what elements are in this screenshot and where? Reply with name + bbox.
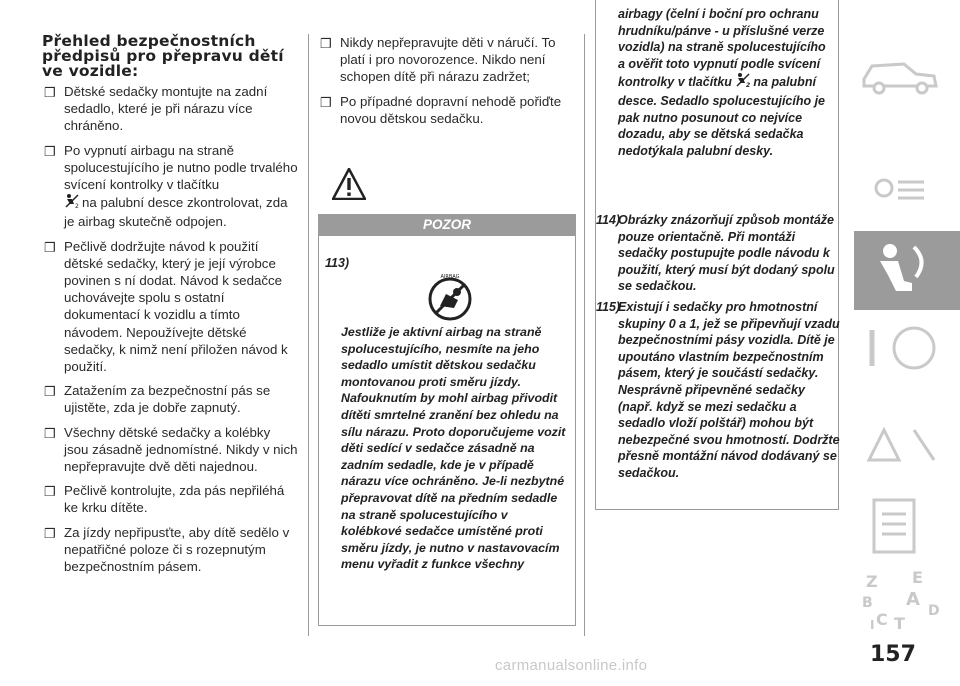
svg-text:A: A — [906, 589, 920, 610]
bullet-item: ❒ Pečlivě dodržujte návod k použití dětské sedačky, který je její výrobce povinen s ní dodat. Návod k sedačce uchovávejte spolu s ostatní dokumentací k vozidlu a tímto návodem. Nepoužívejte dětské sedačky, k nimž není přiložen návod k použití. — [44, 238, 288, 375]
checkbox-bullet-icon: ❒ — [44, 239, 56, 255]
column-1 — [42, 34, 298, 582]
bullet-item: ❒ Všechny dětské sedačky a kolébky jsou zásadně jednomístné. Nikdy v nich nepřepravujte dvě děti najednou. — [44, 424, 298, 475]
column-divider — [308, 34, 309, 636]
warning-header: POZOR — [318, 214, 576, 236]
svg-text:C: C — [876, 610, 888, 629]
svg-text:Z: Z — [866, 572, 878, 591]
column-2 — [318, 34, 576, 134]
continuation-box — [595, 0, 839, 510]
checkbox-bullet-icon: ❒ — [44, 384, 56, 400]
page-number: 157 — [870, 642, 916, 667]
warning-box — [318, 236, 576, 626]
checkbox-bullet-icon: ❒ — [44, 484, 56, 500]
tab-index[interactable] — [854, 565, 954, 635]
checkbox-bullet-icon: ❒ — [44, 425, 56, 441]
bullet-item: ❒ Zatažením za bezpečnostní pás se ujistěte, zda je dobře zapnutý. — [44, 383, 271, 416]
bullet-item: ❒ Nikdy nepřepravujte děti v náručí. To platí i pro novorozence. Nikdo není schopen dítě při nárazu zadržet; — [320, 35, 556, 85]
passenger-airbag-off-icon — [64, 193, 80, 213]
svg-text:E: E — [912, 568, 923, 587]
tab-car-overview[interactable] — [854, 44, 954, 98]
warning-text: Jestliže je aktivní airbag na straně spolucestujícího, nesmíte na jeho sedadlo umístit dětskou sedačku montovanou proti směru jízdy. Nafouknutím by mohl airbag přivodit dítěti smrtelné zranění bez ohledu na sílu nárazu. Proto doporučujeme vozit děti sedící v sedačce zásadně na zadním sedadle, kde je v případě nárazu více ochráněno. Je-li nezbytné přepravovat dítě na předním sedadle na straně spolucestujícího v kolébkové sedačce umístěné proti směru jízdy, je nutno v nastavovacím menu vyřadit z funkce všechny — [341, 325, 566, 572]
bullet-item: ❒ Pečlivě kontrolujte, zda pás nepřiléhá ke krku dítěte. — [44, 483, 285, 516]
airbag-label: AIRBAG — [440, 274, 460, 280]
tab-emergency[interactable] — [854, 420, 954, 470]
warning-triangle-icon — [332, 168, 366, 200]
checkbox-bullet-icon: ❒ — [320, 94, 332, 110]
footnote-114: 114) Obrázky znázorňují způsob montáže pouze orientačně. Při montáži sedačky postupujte podle návodu k použití, který musí být dodaný spolu se sedačkou. — [596, 213, 835, 294]
tab-safety[interactable] — [854, 231, 960, 310]
bullet-item: ❒ Za jízdy nepřipusťte, aby dítě sedělo v nepatřičné poloze či s rozepnutým bezpečnostním pásem. — [44, 524, 290, 575]
svg-text:I: I — [870, 618, 875, 632]
svg-text:T: T — [894, 614, 905, 633]
svg-text:2: 2 — [746, 82, 751, 89]
no-rear-facing-child-seat-airbag-icon — [424, 272, 476, 324]
checkbox-bullet-icon: ❒ — [44, 143, 56, 159]
warning-continuation: airbagy (čelní i boční pro ochranu hrudníku/pánve - u příslušné verze vozidla) na straně spolucestujícího a ověřit toto vypnutí podle svícení kontrolky v tlačítku 2 na palubní desce. Sedadlo spolucestujícího je pak nutno posunout co nejvíce dozadu, aby se dětská sedačka nedotýkala palubní desky. — [618, 7, 826, 158]
watermark: carmanualsonline.info — [495, 657, 648, 674]
bullet-item: ❒ Po případné dopravní nehodě pořiďte novou dětskou sedačku. — [320, 93, 562, 126]
svg-text:2: 2 — [75, 203, 79, 210]
tab-dashboard-lights[interactable] — [854, 170, 954, 220]
footnote-115: 115) Existují i sedačky pro hmotnostní skupiny 0 a 1, jež se připevňují vzadu bezpečnostními pásy vozidla. Dítě je upoutáno vlastním bezpečnostním pásem, který je součástí sedačky. Nesprávně připevněné sedačky (např. když se mezi sedačku a sedadlo vloží polštář) mohou být nebezpečné svou hmotností. Dodržte přesně montážní návod dodávaný se sedačkou. — [596, 300, 840, 480]
section-heading: Přehled bezpečnostních předpisů pro přepravu dětí ve vozidle: — [42, 32, 284, 80]
checkbox-bullet-icon: ❒ — [44, 525, 56, 541]
warning-number: 113) — [325, 256, 350, 270]
passenger-airbag-off-icon — [735, 72, 751, 93]
svg-text:D: D — [928, 603, 940, 619]
checkbox-bullet-icon: ❒ — [320, 36, 332, 51]
svg-text:B: B — [862, 595, 873, 611]
tab-starting-driving[interactable] — [854, 318, 954, 378]
seat-airbag-icon — [854, 231, 960, 310]
checkbox-bullet-icon: ❒ — [44, 85, 56, 100]
tab-maintenance[interactable] — [854, 490, 954, 560]
bullet-item: ❒ Dětské sedačky montujte na zadní sedadlo, které je při nárazu více chráněno. — [44, 84, 268, 134]
bullet-item: ❒ Po vypnutí airbagu na straně spolucestujícího je nutno podle trvalého svícení kontrolky v tlačítku 2 na palubní desce zkontrolovat, zda je airbag skutečně odpojen. — [44, 142, 298, 230]
column-divider — [584, 34, 585, 636]
